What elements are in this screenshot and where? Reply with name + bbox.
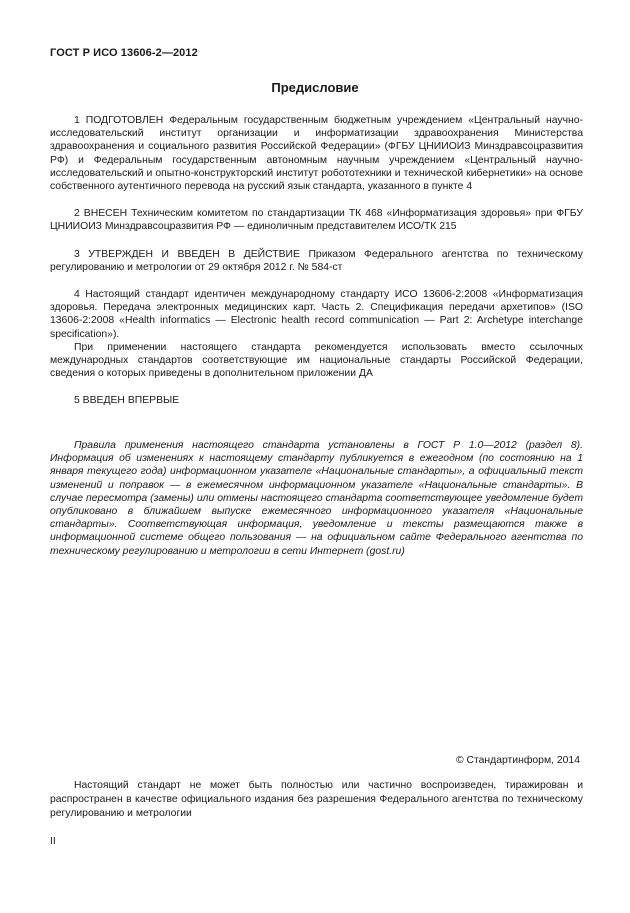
- page-number: II: [50, 836, 56, 847]
- application-rules-notice: Правила применения настоящего стандарта установлены в ГОСТ Р 1.0—2012 (раздел 8). Информация об изменениях к настоящему стандарту публикуется в ежегодном (по состоянию на 1 января текущего года) информационном указателе «Национальные стандарты», а официальный текст изменений и поправок — в ежемесячном информационном указателе «Национальные стандарты». В случае пересмотра (замены) или отмены настоящего стандарта соответствующее уведомление будет опубликовано в ближайшем выпуске ежемесячного информационного указателя «Национальные стандарты». Соответствующая информация, уведомление и тексты размещаются также в информационной системе общего пользования — на официальном сайте Федерального агентства по техническому регулированию и метрологии в сети Интернет (gost.ru): [50, 440, 583, 557]
- paragraph-identical: 4 Настоящий стандарт идентичен международному стандарту ИСО 13606-2:2008 «Информатизация здоровья. Передача электронных медицинских карт. Часть 2. Спецификация передачи архетипов» (ISO 13606-2:2008 «Health informatics — Electronic health record communication — Part 2: Archetype interchange specification»).: [50, 289, 583, 340]
- paragraph-introduced: 2 ВНЕСЕН Техническим комитетом по стандартизации ТК 468 «Информатизация здоровья» при ФГБУ ЦНИИОИЗ Минздравсоцразвития РФ — единоличным представителем ИСО/ТК 215: [50, 208, 583, 233]
- paragraph-first-introduced: 5 ВВЕДЕН ВПЕРВЫЕ: [74, 395, 180, 407]
- paragraph-prepared: 1 ПОДГОТОВЛЕН Федеральным государственным бюджетным учреждением «Центральный научно-исследовательский институт организации и информатизации здравоохранения Министерства здравоохранения и социального развития Российской Федерации» (ФГБУ ЦНИИОИЗ Минздравсоцразвития РФ) и Федеральным государственным автономным научным учреждением «Центральный научно-исследовательский и опытно-конструкторский институт робототехники и технической кибернетики» на основе собственного аутентичного перевода на русский язык стандарта, указанного в пункте 4: [50, 115, 583, 193]
- reproduction-rights-text: Настоящий стандарт не может быть полностью или частично воспроизведен, тиражирован и распространен в качестве официального издания без разрешения Федерального агентства по техническому регулированию и метрологии: [50, 780, 583, 819]
- preface-body: [50, 114, 583, 408]
- paragraph-approved: 3 УТВЕРЖДЕН И ВВЕДЕН В ДЕЙСТВИЕ Приказом Федерального агентства по техническому регулированию и метрологии от 29 октября 2012 г. № 584-ст: [50, 248, 583, 273]
- paragraph-reference-note: При применении настоящего стандарта рекомендуется использовать вместо ссылочных международных стандартов соответствующие им национальные стандарты Российской Федерации, сведения о которых приведены в дополнительном приложении ДА: [50, 341, 583, 380]
- standard-code-header: ГОСТ Р ИСО 13606-2—2012: [50, 47, 198, 59]
- section-title: Предисловие: [271, 80, 359, 95]
- copyright-line: © Стандартинформ, 2014: [455, 755, 580, 766]
